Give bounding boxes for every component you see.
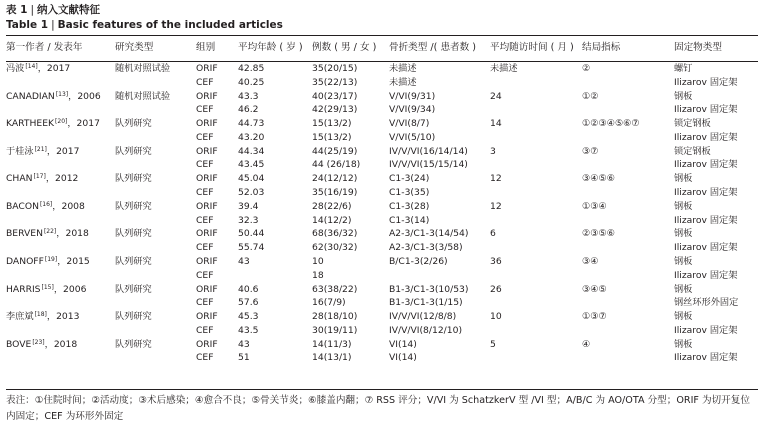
table-row bbox=[6, 172, 758, 186]
outcomes-cell: ①②③④⑤⑥⑦ bbox=[582, 118, 640, 130]
fracture-type-cell: B/C1-3(2/26) bbox=[389, 255, 448, 267]
author-year-cell: 李庶斌[18]，2013 bbox=[6, 311, 80, 323]
fixation-cell: 钢板 bbox=[674, 283, 693, 295]
outcomes-cell: ② bbox=[582, 63, 591, 74]
group-cell: CEF bbox=[196, 131, 214, 143]
outcomes-cell: ①③④ bbox=[582, 200, 607, 212]
fixation-cell: 钢板 bbox=[674, 228, 693, 240]
fracture-type-cell bbox=[389, 269, 490, 283]
mean-age-cell: 45.04 bbox=[238, 173, 265, 185]
fracture-type-cell: B1-3/C1-3(10/53) bbox=[389, 283, 469, 295]
reference-number: [16] bbox=[39, 200, 53, 208]
group-cell: ORIF bbox=[196, 255, 218, 267]
mean-age-cell: 46.2 bbox=[238, 104, 259, 116]
group-cell: CEF bbox=[196, 159, 214, 171]
outcomes-cell bbox=[582, 351, 674, 365]
group-cell: CEF bbox=[196, 269, 214, 281]
reference-number: [14] bbox=[25, 63, 38, 70]
cases-cell: 18 bbox=[312, 269, 324, 281]
header-group: 组别 bbox=[196, 42, 216, 53]
fracture-type-cell: V/VI(9/34) bbox=[389, 104, 436, 116]
features-table bbox=[6, 62, 758, 365]
cases-cell: 15(13/2) bbox=[312, 118, 352, 130]
fracture-type-cell: C1-3(24) bbox=[389, 173, 430, 185]
study-type-cell: 队列研究 bbox=[115, 311, 152, 323]
mean-age-cell: 57.6 bbox=[238, 297, 259, 309]
group-cell: CEF bbox=[196, 187, 214, 199]
cases-cell: 44 (26/18) bbox=[312, 159, 361, 171]
publication-year: 2017 bbox=[46, 63, 71, 74]
cases-cell: 68(36/32) bbox=[312, 228, 358, 240]
outcomes-cell: ②③⑤⑥ bbox=[582, 228, 615, 240]
author-year-cell: HARRIS[15]，2006 bbox=[6, 283, 87, 295]
table-top-rule bbox=[6, 35, 758, 36]
table-row bbox=[6, 103, 758, 117]
outcomes-cell bbox=[582, 241, 674, 255]
cases-cell: 63(38/22) bbox=[312, 283, 358, 295]
author-name: 冯波 bbox=[6, 63, 25, 74]
group-cell: ORIF bbox=[196, 63, 218, 74]
mean-age-cell: 39.4 bbox=[238, 200, 259, 212]
outcomes-cell bbox=[582, 324, 674, 338]
mean-age-cell: 42.85 bbox=[238, 63, 265, 74]
followup-cell bbox=[490, 131, 582, 145]
followup-cell: 12 bbox=[490, 200, 502, 212]
table-row bbox=[6, 186, 758, 200]
group-cell: ORIF bbox=[196, 200, 218, 212]
author-year-cell bbox=[6, 103, 115, 117]
mean-age-cell: 43.3 bbox=[238, 90, 259, 102]
mean-age-cell: 43.5 bbox=[238, 324, 259, 336]
author-name: BACON bbox=[6, 200, 39, 212]
table-row bbox=[6, 131, 758, 145]
study-type-cell bbox=[115, 131, 196, 145]
outcomes-cell: ①② bbox=[582, 90, 599, 102]
table-row bbox=[6, 324, 758, 338]
author-year-cell: BACON[16]，2008 bbox=[6, 200, 85, 212]
fracture-type-cell: A2-3/C1-3(3/58) bbox=[389, 242, 463, 254]
followup-cell: 5 bbox=[490, 338, 496, 350]
group-cell: ORIF bbox=[196, 228, 218, 240]
followup-cell bbox=[490, 158, 582, 172]
author-year-cell: 冯波[14]，2017 bbox=[6, 63, 71, 74]
study-type-cell: 队列研究 bbox=[115, 283, 152, 295]
study-type-cell: 随机对照试验 bbox=[115, 63, 171, 74]
author-year-cell: BERVEN[22]，2018 bbox=[6, 228, 89, 240]
followup-cell: 14 bbox=[490, 118, 502, 130]
fracture-type-cell: A2-3/C1-3(14/54) bbox=[389, 228, 469, 240]
author-year-cell: DANOFF[19]，2015 bbox=[6, 255, 90, 267]
fracture-type-cell: V/VI(9/31) bbox=[389, 90, 436, 102]
mean-age-cell: 40.6 bbox=[238, 283, 259, 295]
reference-number: [13] bbox=[55, 90, 69, 98]
header-outcomes: 结局指标 bbox=[582, 42, 621, 53]
followup-cell bbox=[490, 76, 582, 90]
author-year-cell bbox=[6, 76, 115, 90]
study-type-cell bbox=[115, 158, 196, 172]
table-row bbox=[6, 227, 758, 241]
fracture-type-cell: IV/V/VI(16/14/14) bbox=[389, 145, 468, 157]
cases-cell: 14(11/3) bbox=[312, 338, 352, 350]
cases-cell: 35(22/13) bbox=[312, 76, 358, 88]
table-row bbox=[6, 338, 758, 352]
mean-age-cell: 40.25 bbox=[238, 76, 265, 88]
reference-number: [18] bbox=[34, 311, 47, 319]
fixation-cell: 锁定钢板 bbox=[674, 118, 711, 130]
study-type-cell: 随机对照试验 bbox=[115, 90, 171, 102]
author-name: 于桂泳 bbox=[6, 145, 34, 157]
fracture-type-cell: V/VI(8/7) bbox=[389, 118, 430, 130]
table-caption-cn bbox=[6, 4, 100, 17]
table-row bbox=[6, 90, 758, 104]
cases-cell: 24(12/12) bbox=[312, 173, 358, 185]
fixation-cell: 钢板 bbox=[674, 255, 693, 267]
table-footnote: 表注：①住院时间；②活动度；③术后感染；④愈合不良；⑤骨关节炎；⑥膝盖内翻；⑦ RSS 评分；V/VI 为 SchatzkerV 型 /VI 型；A/B/C 为 AO/OTA 分型；ORIF 为切开复位内固定；CEF 为环形外固定 bbox=[6, 395, 750, 422]
author-year-cell: BOVE[23]，2018 bbox=[6, 338, 78, 350]
study-type-cell bbox=[115, 241, 196, 255]
group-cell: CEF bbox=[196, 242, 214, 254]
group-cell: CEF bbox=[196, 104, 214, 116]
author-year-cell bbox=[6, 241, 115, 255]
table-row bbox=[6, 62, 758, 76]
fracture-type-cell: V/VI(5/10) bbox=[389, 131, 436, 143]
table-title-cn: 纳入文献特征 bbox=[37, 4, 101, 16]
reference-number: [20] bbox=[55, 118, 68, 126]
outcomes-cell: ④ bbox=[582, 338, 591, 350]
table-row bbox=[6, 145, 758, 159]
table-caption-en bbox=[6, 19, 283, 32]
group-cell: CEF bbox=[196, 352, 214, 364]
table-row bbox=[6, 241, 758, 255]
table-row bbox=[6, 310, 758, 324]
header-study-type: 研究类型 bbox=[115, 42, 154, 53]
group-cell: ORIF bbox=[196, 283, 218, 295]
author-name: 李庶斌 bbox=[6, 311, 34, 323]
study-type-cell: 队列研究 bbox=[115, 255, 152, 267]
outcomes-cell: ①③⑦ bbox=[582, 311, 607, 323]
publication-year: 2015 bbox=[66, 255, 90, 267]
group-cell: ORIF bbox=[196, 118, 218, 130]
author-year-cell: KARTHEEK[20]，2017 bbox=[6, 118, 100, 130]
followup-cell: 12 bbox=[490, 173, 502, 185]
publication-year: 2006 bbox=[63, 283, 87, 295]
study-type-cell bbox=[115, 324, 196, 338]
table-label-en: Table 1 bbox=[6, 19, 49, 31]
mean-age-cell: 44.34 bbox=[238, 145, 265, 157]
mean-age-cell: 44.73 bbox=[238, 118, 265, 130]
mean-age-cell: 45.3 bbox=[238, 311, 259, 323]
fracture-type-cell: VI(14) bbox=[389, 352, 417, 364]
fracture-type-cell: IV/V/VI(15/15/14) bbox=[389, 159, 468, 171]
mean-age-cell: 32.3 bbox=[238, 214, 259, 226]
fracture-type-cell: C1-3(35) bbox=[389, 187, 430, 199]
followup-cell bbox=[490, 103, 582, 117]
outcomes-cell: ③④ bbox=[582, 255, 599, 267]
followup-cell: 未描述 bbox=[490, 63, 518, 74]
fracture-type-cell: C1-3(14) bbox=[389, 214, 430, 226]
followup-cell bbox=[490, 324, 582, 338]
reference-number: [17] bbox=[33, 173, 46, 181]
publication-year: 2008 bbox=[61, 200, 85, 212]
author-name: CHAN bbox=[6, 173, 33, 185]
mean-age-cell: 43.45 bbox=[238, 159, 265, 171]
table-row bbox=[6, 269, 758, 283]
author-year-cell bbox=[6, 131, 115, 145]
table-row bbox=[6, 158, 758, 172]
fracture-type-cell: C1-3(28) bbox=[389, 200, 430, 212]
publication-year: 2017 bbox=[76, 118, 100, 130]
table-label-cn: 表 1 bbox=[6, 4, 28, 16]
group-cell: ORIF bbox=[196, 90, 218, 102]
followup-cell: 6 bbox=[490, 228, 496, 240]
author-name: HARRIS bbox=[6, 283, 41, 295]
cases-cell: 15(13/2) bbox=[312, 131, 352, 143]
table-row bbox=[6, 76, 758, 90]
fixation-cell: Ilizarov 固定架 bbox=[674, 104, 738, 116]
author-year-cell bbox=[6, 296, 115, 310]
reference-number: [19] bbox=[44, 255, 58, 263]
followup-cell bbox=[490, 241, 582, 255]
reference-number: [15] bbox=[41, 283, 54, 291]
author-year-cell bbox=[6, 186, 115, 200]
mean-age-cell: 51 bbox=[238, 352, 250, 364]
fixation-cell: Ilizarov 固定架 bbox=[674, 242, 738, 254]
publication-year: 2013 bbox=[56, 311, 80, 323]
header-fracture-type: 骨折类型 /( 患者数 ) bbox=[389, 42, 477, 53]
fracture-type-cell: IV/V/VI(8/12/10) bbox=[389, 324, 463, 336]
table-row bbox=[6, 200, 758, 214]
mean-age-cell: 43 bbox=[238, 255, 250, 267]
cases-cell: 28(18/10) bbox=[312, 311, 358, 323]
fixation-cell: Ilizarov 固定架 bbox=[674, 159, 738, 171]
author-year-cell bbox=[6, 324, 115, 338]
header-cases: 例数 ( 男 / 女 ) bbox=[312, 42, 377, 53]
mean-age-cell: 43 bbox=[238, 338, 250, 350]
fixation-cell: Ilizarov 固定架 bbox=[674, 324, 738, 336]
study-type-cell: 队列研究 bbox=[115, 200, 152, 212]
group-cell: CEF bbox=[196, 76, 214, 88]
group-cell: ORIF bbox=[196, 173, 218, 185]
outcomes-cell: ③④⑤ bbox=[582, 283, 607, 295]
fixation-cell: 钢板 bbox=[674, 338, 693, 350]
table-row bbox=[6, 296, 758, 310]
study-type-cell: 队列研究 bbox=[115, 145, 152, 157]
author-name: KARTHEEK bbox=[6, 118, 55, 130]
followup-cell bbox=[490, 351, 582, 365]
outcomes-cell bbox=[582, 214, 674, 228]
group-cell: ORIF bbox=[196, 145, 218, 157]
table-row bbox=[6, 117, 758, 131]
author-year-cell: 于桂泳[21]，2017 bbox=[6, 145, 80, 157]
outcomes-cell bbox=[582, 103, 674, 117]
cases-cell: 14(12/2) bbox=[312, 214, 352, 226]
author-name: DANOFF bbox=[6, 255, 44, 267]
study-type-cell: 队列研究 bbox=[115, 338, 152, 350]
cases-cell: 14(13/1) bbox=[312, 352, 352, 364]
author-year-cell bbox=[6, 158, 115, 172]
outcomes-cell bbox=[582, 76, 674, 90]
cases-cell: 44(25/19) bbox=[312, 145, 358, 157]
author-year-cell: CHAN[17]，2012 bbox=[6, 173, 79, 185]
author-name: BOVE bbox=[6, 338, 32, 350]
fixation-cell: 螺钉 bbox=[674, 63, 693, 74]
outcomes-cell bbox=[582, 186, 674, 200]
publication-year: 2012 bbox=[55, 173, 79, 185]
study-type-cell: 队列研究 bbox=[115, 228, 152, 240]
fixation-cell: 钢板 bbox=[674, 90, 693, 102]
publication-year: 2006 bbox=[77, 90, 101, 102]
followup-cell bbox=[490, 214, 582, 228]
cases-cell: 35(16/19) bbox=[312, 187, 358, 199]
followup-cell: 26 bbox=[490, 283, 502, 295]
table-bottom-rule bbox=[6, 389, 758, 390]
fixation-cell: 锁定钢板 bbox=[674, 145, 711, 157]
cases-cell: 30(19/11) bbox=[312, 324, 358, 336]
outcomes-cell bbox=[582, 158, 674, 172]
fracture-type-cell: 未描述 bbox=[389, 76, 417, 88]
table-row bbox=[6, 214, 758, 228]
group-cell: ORIF bbox=[196, 338, 218, 350]
mean-age-cell: 52.03 bbox=[238, 187, 265, 199]
table-title-en: Basic features of the included articles bbox=[57, 19, 283, 31]
outcomes-cell bbox=[582, 269, 674, 283]
fracture-type-cell: B1-3/C1-3(1/15) bbox=[389, 297, 463, 309]
fracture-type-cell: VI(14) bbox=[389, 338, 417, 350]
outcomes-cell bbox=[582, 131, 674, 145]
fixation-cell: 钢板 bbox=[674, 311, 693, 323]
study-type-cell bbox=[115, 186, 196, 200]
cases-cell: 10 bbox=[312, 255, 324, 267]
cases-cell: 16(7/9) bbox=[312, 297, 346, 309]
author-name: CANADIAN bbox=[6, 90, 55, 102]
publication-year: 2017 bbox=[56, 145, 80, 157]
study-type-cell: 队列研究 bbox=[115, 118, 152, 130]
header-fixation: 固定物类型 bbox=[674, 42, 722, 53]
mean-age-cell bbox=[238, 269, 312, 283]
followup-cell: 36 bbox=[490, 255, 502, 267]
table-row bbox=[6, 283, 758, 297]
mean-age-cell: 43.20 bbox=[238, 131, 265, 143]
mean-age-cell: 55.74 bbox=[238, 242, 265, 254]
followup-cell bbox=[490, 186, 582, 200]
study-type-cell bbox=[115, 103, 196, 117]
followup-cell bbox=[490, 269, 582, 283]
fixation-cell: Ilizarov 固定架 bbox=[674, 269, 738, 281]
table-row bbox=[6, 255, 758, 269]
publication-year: 2018 bbox=[53, 338, 78, 350]
study-type-cell bbox=[115, 76, 196, 90]
followup-cell: 24 bbox=[490, 90, 502, 102]
group-cell: ORIF bbox=[196, 311, 218, 323]
fixation-cell: Ilizarov 固定架 bbox=[674, 352, 738, 364]
publication-year: 2018 bbox=[65, 228, 89, 240]
mean-age-cell: 50.44 bbox=[238, 228, 265, 240]
outcomes-cell bbox=[582, 296, 674, 310]
author-year-cell bbox=[6, 214, 115, 228]
outcomes-cell: ③④⑤⑥ bbox=[582, 173, 615, 185]
reference-number: [22] bbox=[43, 228, 57, 236]
fixation-cell: Ilizarov 固定架 bbox=[674, 187, 738, 199]
cases-cell: 62(30/32) bbox=[312, 242, 358, 254]
table-body bbox=[6, 62, 758, 365]
caption-separator: | bbox=[51, 19, 55, 31]
caption-separator: | bbox=[30, 4, 35, 16]
author-year-cell bbox=[6, 351, 115, 365]
reference-number: [23] bbox=[32, 338, 45, 346]
fracture-type-cell: 未描述 bbox=[389, 63, 417, 74]
study-type-cell: 队列研究 bbox=[115, 173, 152, 185]
header-mean-age: 平均年龄 ( 岁 ) bbox=[238, 42, 303, 53]
author-name: BERVEN bbox=[6, 228, 43, 240]
fixation-cell: Ilizarov 固定架 bbox=[674, 76, 738, 88]
study-type-cell bbox=[115, 269, 196, 283]
study-type-cell bbox=[115, 296, 196, 310]
cases-cell: 42(29/13) bbox=[312, 104, 358, 116]
study-type-cell bbox=[115, 214, 196, 228]
author-year-cell: CANADIAN[13]，2006 bbox=[6, 90, 101, 102]
outcomes-cell: ③⑦ bbox=[582, 145, 599, 157]
followup-cell bbox=[490, 296, 582, 310]
cases-cell: 40(23/17) bbox=[312, 90, 358, 102]
author-year-cell bbox=[6, 269, 115, 283]
fixation-cell: Ilizarov 固定架 bbox=[674, 214, 738, 226]
table-row bbox=[6, 351, 758, 365]
study-type-cell bbox=[115, 351, 196, 365]
fixation-cell: Ilizarov 固定架 bbox=[674, 131, 738, 143]
followup-cell: 3 bbox=[490, 145, 496, 157]
fixation-cell: 钢板 bbox=[674, 173, 693, 185]
header-followup: 平均随访时间 ( 月 ) bbox=[490, 42, 574, 53]
cases-cell: 35(20/15) bbox=[312, 63, 358, 74]
fixation-cell: 钢丝环形外固定 bbox=[674, 297, 739, 309]
fracture-type-cell: IV/V/VI(12/8/8) bbox=[389, 311, 457, 323]
cases-cell: 28(22/6) bbox=[312, 200, 352, 212]
fixation-cell: 钢板 bbox=[674, 200, 693, 212]
group-cell: CEF bbox=[196, 297, 214, 309]
header-author: 第一作者 / 发表年 bbox=[6, 42, 83, 53]
group-cell: CEF bbox=[196, 324, 214, 336]
followup-cell: 10 bbox=[490, 311, 502, 323]
reference-number: [21] bbox=[34, 145, 47, 153]
group-cell: CEF bbox=[196, 214, 214, 226]
